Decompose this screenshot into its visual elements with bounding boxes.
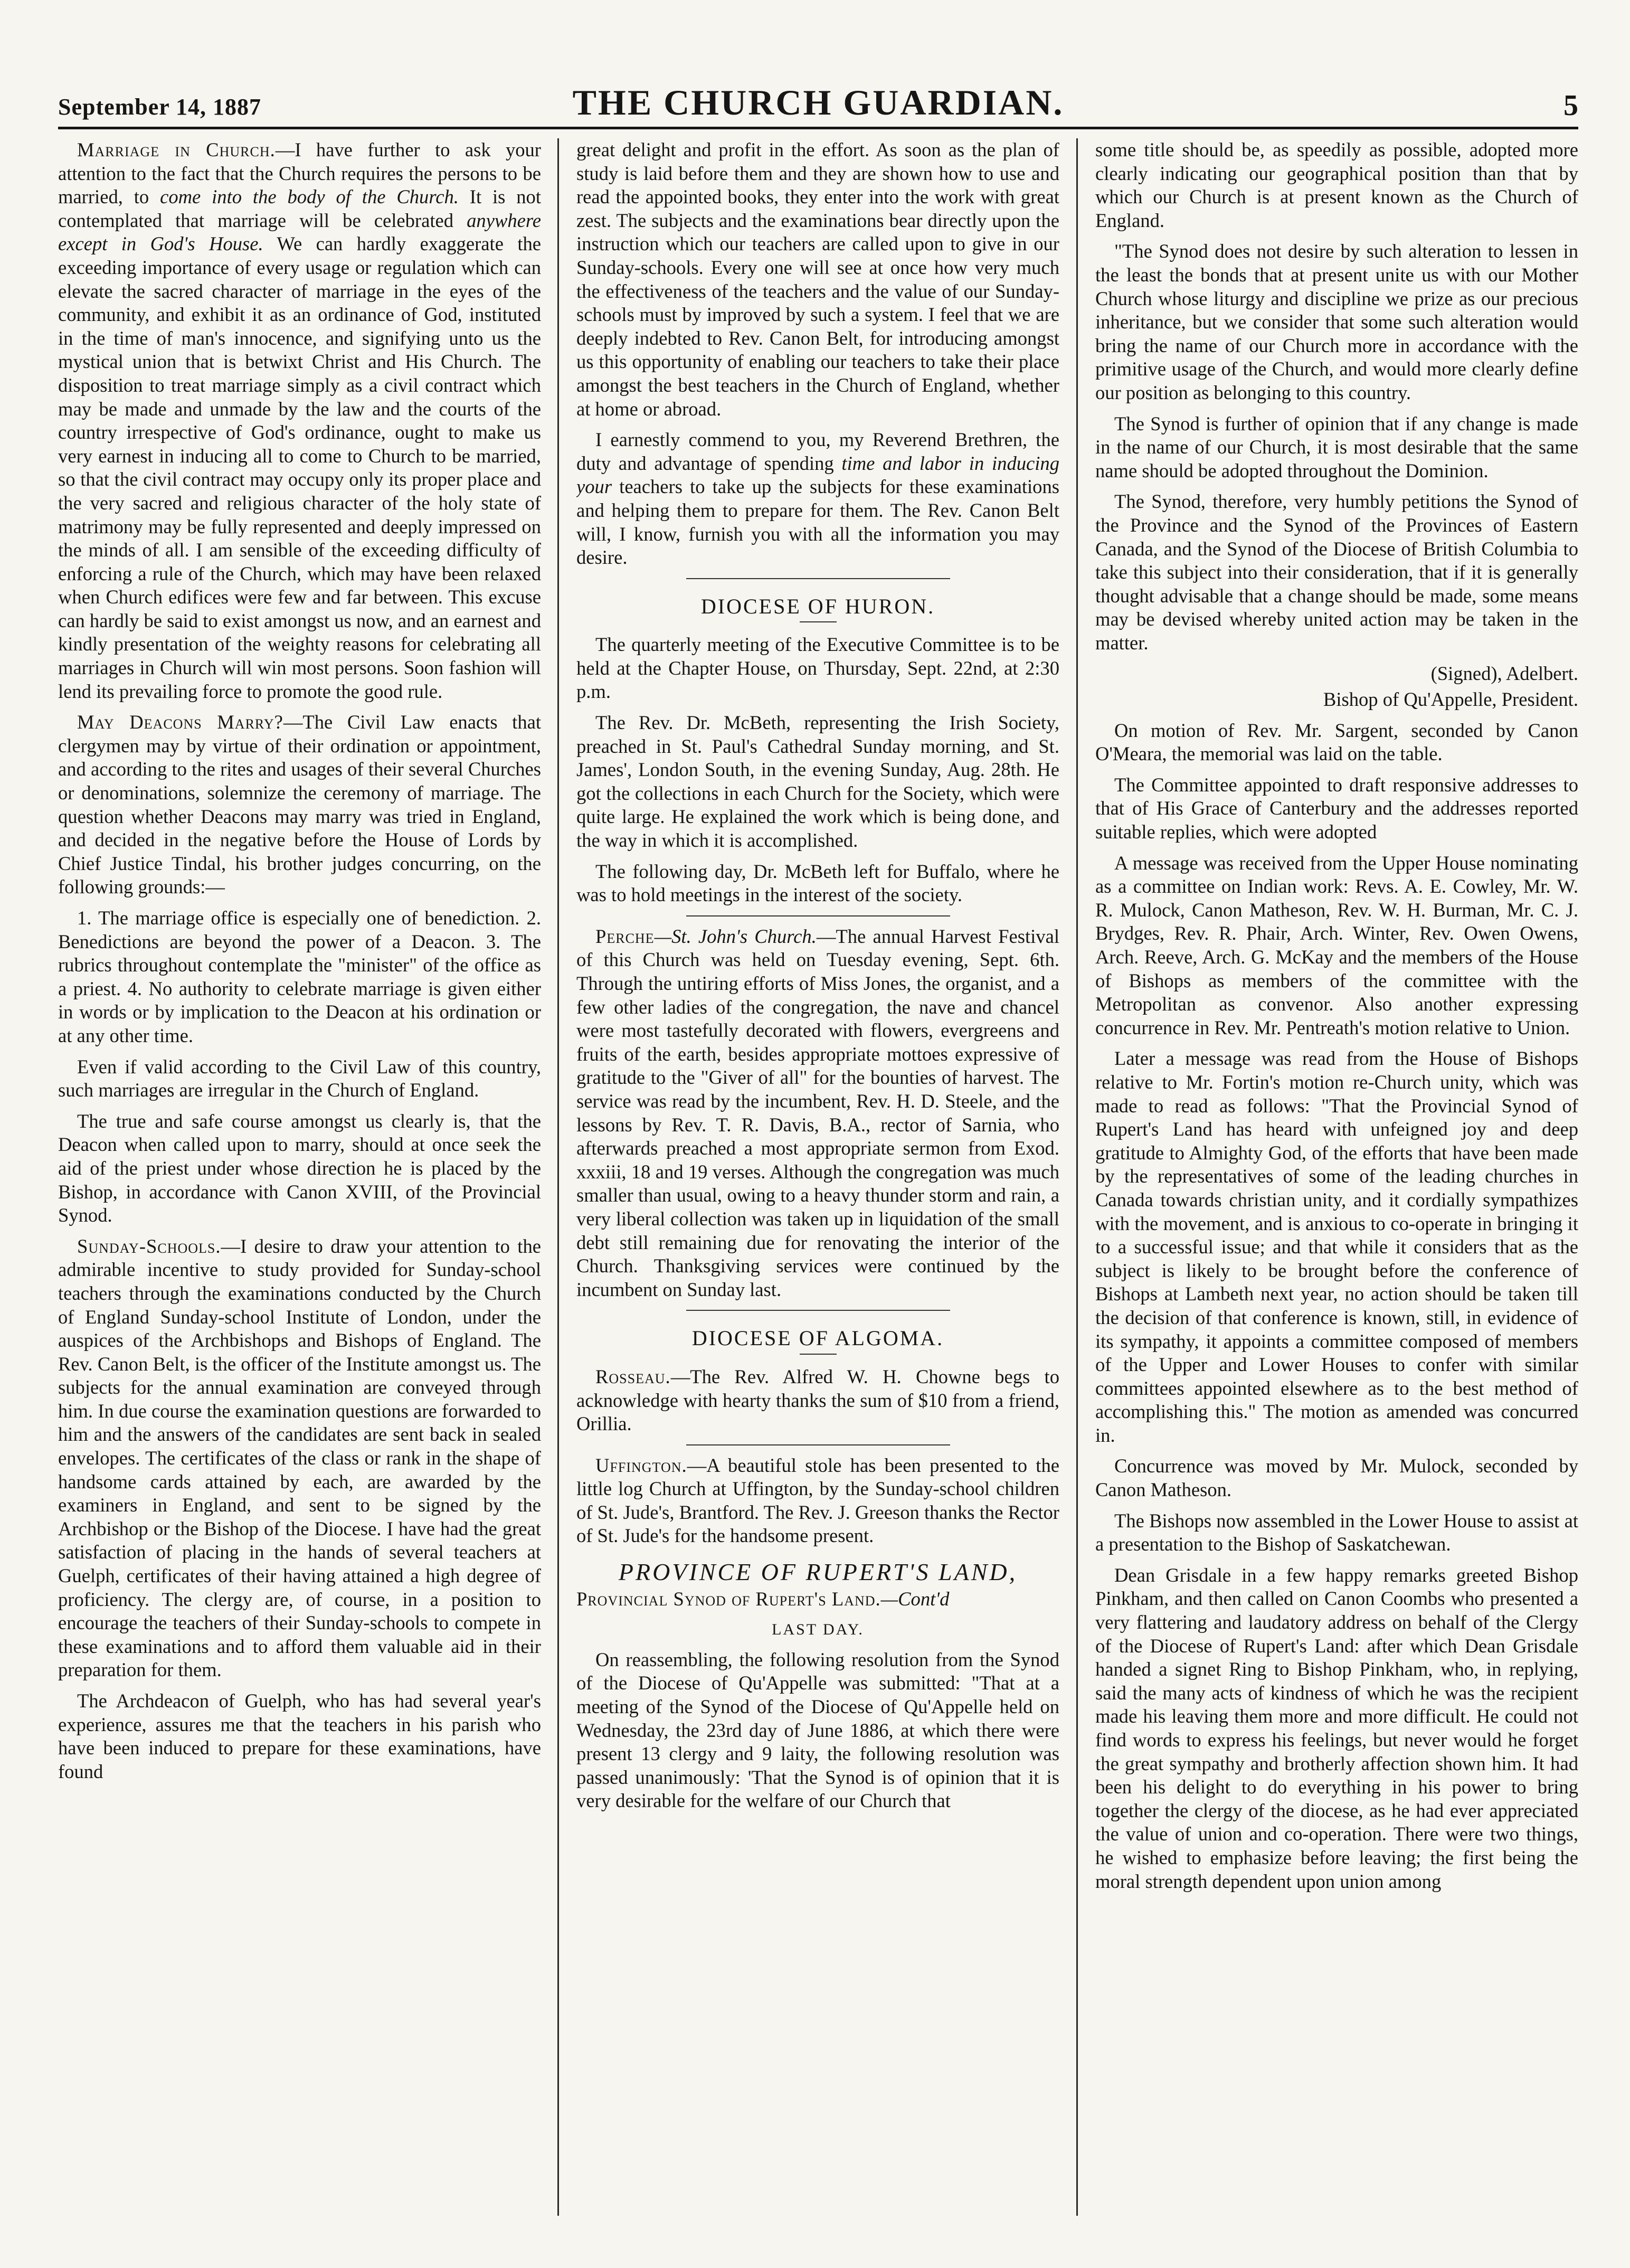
run-in-heading: May Deacons Marry? bbox=[77, 711, 283, 733]
heading-rule bbox=[800, 1354, 837, 1355]
signature-title: Bishop of Qu'Appelle, President. bbox=[1323, 688, 1578, 711]
run-in-heading: Rosseau. bbox=[595, 1365, 671, 1387]
paragraph-rosseau bbox=[576, 1365, 1059, 1436]
section-heading-algoma: DIOCESE OF ALGOMA. bbox=[691, 1326, 944, 1350]
run-in-heading: Marriage in Church. bbox=[77, 139, 276, 160]
paragraph-huron-meeting: The quarterly meeting of the Executive Committee is to be held at the Chapter House, on Thursday, Sept. 22nd, at 2:30 p.m. bbox=[576, 634, 1059, 703]
column-3 bbox=[1095, 138, 1578, 2216]
column-rule bbox=[557, 138, 559, 2216]
text-run: teachers to take up the subjects for these examinations and helping them to prepare for them. The Rev. Canon Belt will, I know, furnish you with all the information you may desire. bbox=[576, 476, 1059, 569]
paragraph-continued: some title should be, as speedily as possible, adopted more clearly indicating our geographical position than that by which our Church is at present known as the Church of England. bbox=[1095, 139, 1578, 231]
text-run: —A beautiful stole has been presented to the little log Church at Uffington, by the Sunday-school children of St. Jude's, Brantford. The Rev. J. Greeson thanks the Rector of St. Jude's for the handsome present. bbox=[576, 1454, 1059, 1547]
paragraph-commend bbox=[576, 428, 1059, 570]
section-divider bbox=[686, 1444, 950, 1445]
section-divider bbox=[686, 915, 950, 916]
text-run: —I desire to draw your attention to the admirable incentive to study provided for Sunday-school teachers through the examinations conducted by the Church of England Sunday-school Institute of London, under the auspices of the Archbishops and Bishops of England. The Rev. Canon Belt, is the officer of the Institute amongst us. The subjects for the annual examination are conveyed through him. In due course the examination questions are forwarded to him and the answers of the candidates are sent back in sealed envelopes. The certificates of the class or rank in the shape of handsome cards attained by each, are awarded by the examiners in England, and sent to be signed by the Archbishop or the Bishop of the Diocese. I have had the great satisfaction of placing in the hands of several teachers at Guelph, certificates of their having attained a high degree of proficiency. The clergy are, of course, in a position to encourage the teachers of their Sunday-schools to compete in these examinations and to afford them valuable aid in their preparation for them. bbox=[58, 1235, 541, 1681]
paragraph-huron-buffalo: The following day, Dr. McBeth left for Buffalo, where he was to hold meetings in the interest of the society. bbox=[576, 860, 1059, 906]
run-in-heading: Uffington. bbox=[595, 1454, 687, 1476]
newspaper-title: THE CHURCH GUARDIAN. bbox=[572, 82, 1064, 122]
emphasis: —St. John's Church. bbox=[654, 925, 817, 947]
paragraph-committee: The Committee appointed to draft responsive addresses to that of His Grace of Canterbury and the addresses reported suitable replies, which were adopted bbox=[1095, 773, 1578, 843]
section-divider bbox=[686, 1310, 950, 1311]
column-1 bbox=[58, 138, 541, 2216]
paragraph-synod-petition: The Synod, therefore, very humbly petitions the Synod of the Province and the Synod of the Provinces of Eastern Canada, and the Synod of the Diocese of British Columbia to take this subject into their consideration, that if it is generally thought advisable that a change should be made, some means may be devised whereby united action may be taken in the matter. bbox=[1095, 490, 1578, 654]
text-run: We can hardly exaggerate the exceeding importance of every usage or regulation which can elevate the sacred character of marriage in the eyes of the community, and exhibit it as an ordinance of God, instituted in the time of man's innocence, and signifying unto us the mystical union that is betwixt Christ and His Church. The disposition to treat marriage simply as a civil contract which may be made and unmade by the law and the courts of the country irrespective of God's ordinance, ought to make us very earnest in inducing all to come to Church to be married, so that the civil contract may occupy only its proper place and the very sacred and religious character of the holy state of matrimony may be fully represented and deeply impressed on the minds of all. I am sensible of the exceeding difficulty of enforcing a rule of the Church, which may have been relaxed when Church edifices were few and far between. This excuse can hardly be said to exist amongst us now, and an earnest and kindly presentation of the weighty reasons for celebrating all marriages in Church will win most persons. Soon fashion will lend its prevailing force to promote the good rule. bbox=[58, 233, 541, 702]
paragraph-bishops-assembled: The Bishops now assembled in the Lower House to assist at a presentation to the Bishop of Saskatchewan. bbox=[1095, 1509, 1578, 1555]
paragraph-presentation: Dean Grisdale in a few happy remarks greeted Bishop Pinkham, and then called on Canon Coombs who presented a very flattering and laudatory address on behalf of the Clergy of the Diocese of Rupert's Land: after which Dean Grisdale handed a signet Ring to Bishop Pinkham, who, in replying, said the many acts of kindness of which he was the recipient made his leaving them more and more difficult. He could not find words to express his feelings, but never would he forget the great sympathy and brotherly affection shown him. It had been his delight to do everything in his power to bring together the clergy of the diocese, as he had ever appreciated the value of union and co-operation. There were two things, he wished to emphasize before leaving; the first being the moral strength dependent upon union among bbox=[1095, 1564, 1578, 1892]
masthead bbox=[58, 79, 1578, 129]
section-heading-huron: DIOCESE OF HURON. bbox=[700, 594, 935, 618]
paragraph-huron-mcbeth: The Rev. Dr. McBeth, representing the Irish Society, preached in St. Paul's Cathedral Sunday morning, and St. James', London South, in the evening Sunday, Aug. 28th. He got the collections in each Church for the Society, which were quite large. He explained the work which is being done, and the way in which it is accomplished. bbox=[576, 712, 1059, 852]
column-rule bbox=[1076, 138, 1078, 2216]
section-heading-province: PROVINCE OF RUPERT'S LAND, bbox=[618, 1558, 1018, 1586]
paragraph-reassembling: On reassembling, the following resolution from the Synod of the Diocese of Qu'Appelle was submitted: "That at a meeting of the Synod of the Diocese of Qu'Appelle held on Wednesday, the 23rd day of June 1886, at which there were present 13 clergy and 9 laity, the following resolution was passed unanimously: 'That the Synod is of opinion that it is very desirable for the welfare of our Church that bbox=[576, 1648, 1059, 1812]
text-run: It is not contemplated that marriage will be celebrated bbox=[58, 186, 541, 231]
issue-date: September 14, 1887 bbox=[58, 94, 262, 120]
paragraph-synod-alteration: "The Synod does not desire by such alteration to lessen in the least the bonds that at present unite us with our Mother Church whose liturgy and discipline we prize as our precious inheritance, but we consider that some such alteration would bring the name of our Church more in accordance with the primitive usage of the Church, and would more clearly define our position as belonging to this country. bbox=[1095, 240, 1578, 403]
text-run: —The Rev. Alfred W. H. Chowne begs to acknowledge with hearty thanks the sum of $10 from a friend, Orillia. bbox=[576, 1365, 1059, 1435]
emphasis: time and labor in inducing your bbox=[576, 452, 1059, 498]
column-2 bbox=[576, 138, 1059, 2216]
signature-line: (Signed), Adelbert. bbox=[1430, 663, 1578, 685]
paragraph-archdeacon: The Archdeacon of Guelph, who has had several year's experience, assures me that the teachers in his parish who have been induced to prepare for these examinations, have found bbox=[58, 1690, 541, 1782]
paragraph-synod-name: The Synod is further of opinion that if any change is made in the name of our Church, it is most desirable that the same name should be adopted throughout the Dominion. bbox=[1095, 412, 1578, 481]
text-run: —The Civil Law enacts that clergymen may by virtue of their ordination or appointment, and according to the rites and usages of their several Churches or denominations, solemnize the ceremony of marriage. The question whether Deacons may marry was tried in England, and decided in the negative before the House of Lords by Chief Justice Tindal, his brother judges concurring, on the following grounds:— bbox=[58, 711, 541, 898]
paragraph-civil-law: Even if valid according to the Civil Law of this country, such marriages are irregular in the Church of England. bbox=[58, 1055, 541, 1101]
paragraph-grounds: 1. The marriage office is especially one of benediction. 2. Benedictions are beyond the power of a Deacon. 3. The rubrics throughout contemplate the "minister" of the office as a priest. 4. No authority to celebrate marriage is given either in words or by implication to the Deacon at his ordination or at any other time. bbox=[58, 907, 541, 1046]
heading-rule bbox=[800, 621, 837, 622]
paragraph-concurrence: Concurrence was moved by Mr. Mulock, seconded by Canon Matheson. bbox=[1095, 1455, 1578, 1501]
text-run: I earnestly commend to you, my Reverend Brethren, the duty and advantage of spending bbox=[576, 429, 1059, 474]
subheading-last-day: LAST DAY. bbox=[772, 1621, 864, 1639]
paragraph-motion: On motion of Rev. Mr. Sargent, seconded by Canon O'Meara, the memorial was laid on the table. bbox=[1095, 719, 1578, 765]
run-in-heading: Perche bbox=[595, 925, 655, 947]
paragraph-marriage-in-church bbox=[58, 138, 541, 703]
paragraph-uffington bbox=[576, 1454, 1059, 1548]
emphasis: —Cont'd bbox=[880, 1587, 950, 1610]
paragraph-church-unity: Later a message was read from the House of Bishops relative to Mr. Fortin's motion re-Church unity, which was made to read as follows: "That the Provincial Synod of Rupert's Land has heard with unfeigned joy and deep gratitude to Almighty God, of the efforts that have been made by the representatives of some of the leading churches in Canada towards christian unity, and it cordially sympathizes with the movement, and is anxious to co-operate in bringing it to a successful issue; and that while it considers that as the subject is likely to be brought before the conference of Bishops at Lambeth next year, no action should be taken till the decision of that conference is known, still, in evidence of its sympathy, it appoints a committee composed of members of the Upper and Lower Houses to confer with similar committees appointed elsewhere as to the best method of accomplishing this." The motion as amended was concurred in. bbox=[1095, 1047, 1578, 1446]
section-divider bbox=[686, 578, 950, 579]
text-run: —I have further to ask your attention to the fact that the Church requires the persons to be married, to bbox=[58, 139, 541, 208]
emphasis: come into the body of the Church. bbox=[160, 186, 459, 208]
paragraph-synod-heading bbox=[576, 1587, 1059, 1611]
paragraph-safe-course: The true and safe course amongst us clearly is, that the Deacon when called upon to marry, should at once seek the aid of the priest under whose direction he is placed by the Bishop, in accordance with Canon XVIII, of the Provincial Synod. bbox=[58, 1110, 541, 1226]
paragraph-deacons bbox=[58, 711, 541, 899]
run-in-heading: Provincial Synod of Rupert's Land. bbox=[576, 1587, 881, 1610]
paragraph-message-upper-house: A message was received from the Upper House nominating as a committee on Indian work: Revs. A. E. Cowley, Mr. W. R. Mulock, Canon Matheson, Rev. W. H. Burman, Mr. C. J. Brydges, Rev. R. Phair, Arch. Winter, Rev. Owen Owens, Arch. Reeve, Arch. G. McKay and the members of the House of Bishops as members of the committee with the Metropolitan as convenor. Also another expressing concurrence in Rev. Mr. Pentreath's motion relative to Union. bbox=[1095, 852, 1578, 1038]
emphasis: anywhere except in God's House. bbox=[58, 209, 541, 255]
paragraph-sunday-schools bbox=[58, 1235, 541, 1682]
run-in-heading: Sunday-Schools. bbox=[77, 1235, 221, 1257]
page-number: 5 bbox=[1563, 89, 1578, 122]
paragraph-continued: great delight and profit in the effort. As soon as the plan of study is laid before them and they are shown how to use and read the appointed books, they enter into the work with great zest. The subjects and the examinations bear directly upon the instruction which our teachers are called upon to give in our Sunday-schools. Every one will see at once how very much the effectiveness of the teachers and the value of our Sunday-schools must by improved by such a system. I feel that we are deeply indebted to Rev. Canon Belt, for introducing amongst us this opportunity of enabling our teachers to take their place amongst the best teachers in the Church of England, whether at home or abroad. bbox=[576, 139, 1059, 420]
paragraph-perche bbox=[576, 925, 1059, 1302]
text-run: —The annual Harvest Festival of this Church was held on Tuesday evening, Sept. 6th. Through the untiring efforts of Miss Jones, the organist, and a few other ladies of the congregation, the nave and chancel were most tastefully decorated with flowers, evergreens and fruits of the earth, besides appropriate mottoes expressive of gratitude to the "Giver of all" for the bounties of harvest. The service was read by the incumbent, Rev. H. D. Steele, and the lessons by Rev. T. R. Davis, B.A., rector of Sarnia, who afterwards preached a most appropriate sermon from Exod. xxxiii, 18 and 19 verses. Although the congregation was much smaller than usual, owing to a heavy thunder storm and rain, a very liberal collection was taken up in liquidation of the small debt still remaining due for renovating the interior of the Church. Thanksgiving services were continued by the incumbent on Sunday last. bbox=[576, 925, 1059, 1300]
